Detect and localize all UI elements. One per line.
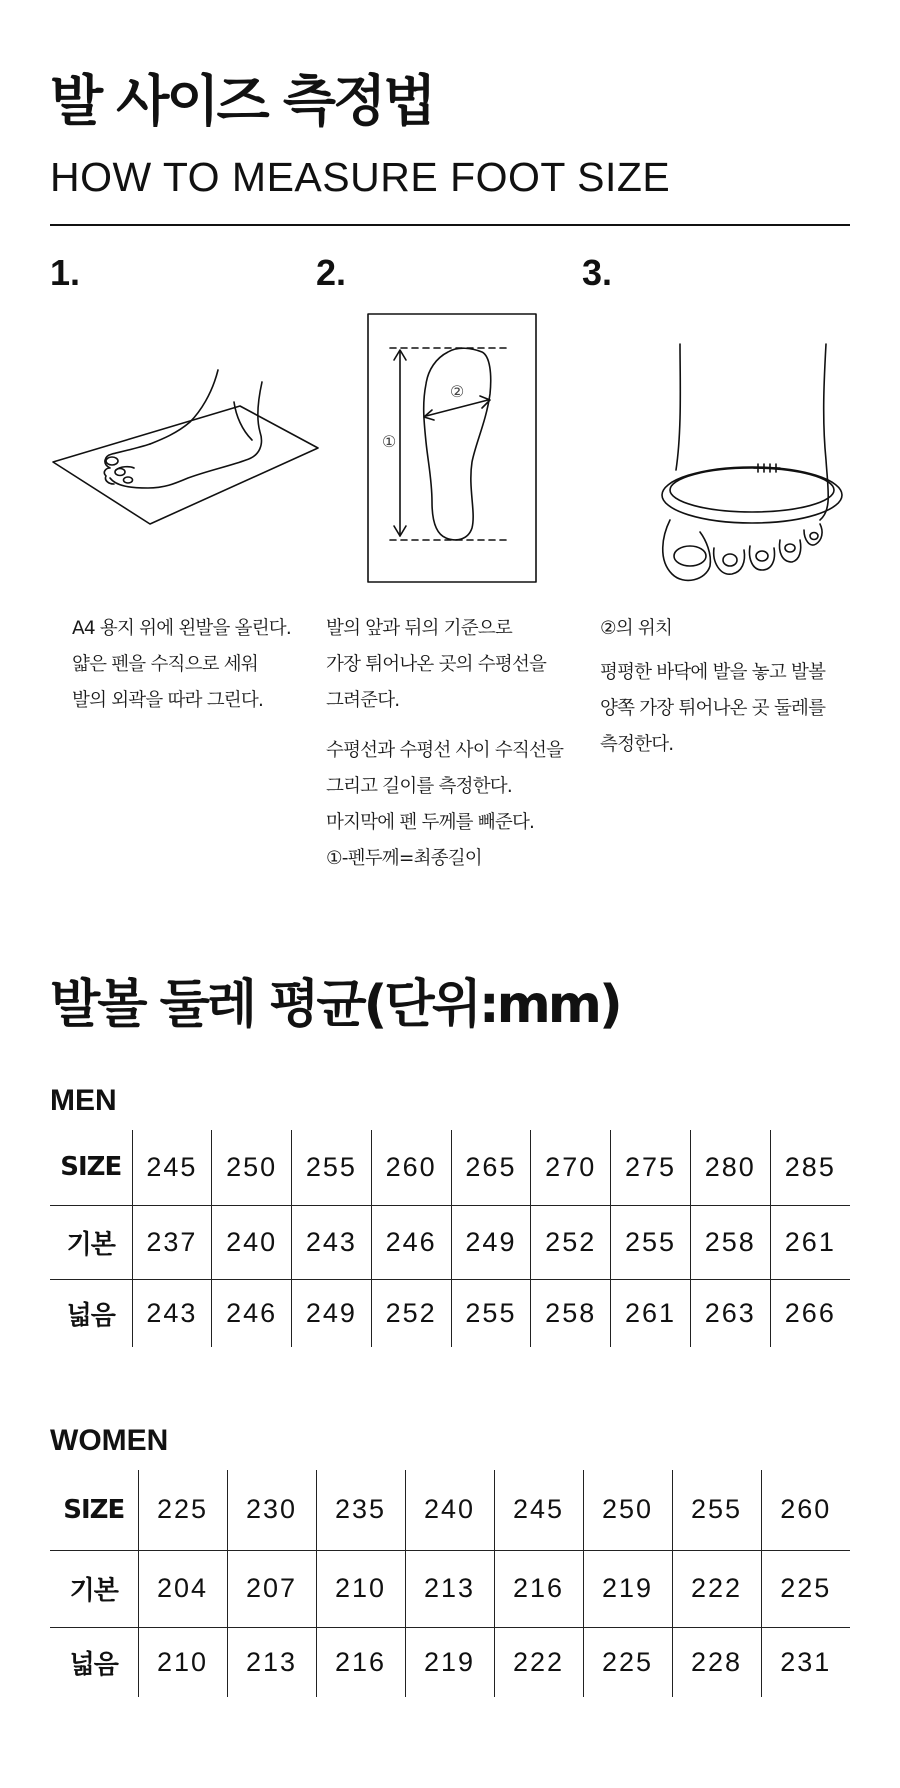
table-cell: 228 (672, 1627, 761, 1697)
step-2-line: 그리고 길이를 측정한다. (326, 776, 512, 797)
table-row (50, 1550, 850, 1627)
table-cell: 222 (494, 1627, 583, 1697)
table-cell: 260 (761, 1470, 850, 1550)
header-divider (50, 224, 850, 226)
average-section-title: 발볼 둘레 평균(단위:mm) (50, 975, 620, 1035)
step-1-line: A4 용지 위에 왼발을 올린다. (72, 618, 291, 639)
table-cell: 240 (212, 1205, 292, 1279)
row-header-cell: 기본 (50, 1205, 132, 1279)
table-row (50, 1470, 850, 1550)
table-row (50, 1279, 850, 1347)
table-cell: 258 (531, 1279, 611, 1347)
table-cell: 255 (451, 1279, 531, 1347)
step-2-line: 마지막에 펜 두께를 빼준다. (326, 812, 535, 833)
table-cell: 213 (405, 1550, 494, 1627)
table-cell: 245 (132, 1130, 212, 1205)
table-cell: 250 (212, 1130, 292, 1205)
table-cell: 219 (405, 1627, 494, 1697)
table-cell: 275 (611, 1130, 691, 1205)
table-cell: 207 (227, 1550, 316, 1627)
table-cell: 260 (371, 1130, 451, 1205)
table-cell: 261 (611, 1279, 691, 1347)
width-marker: ② (449, 382, 465, 401)
table-cell: 231 (761, 1627, 850, 1697)
table-cell: 237 (132, 1205, 212, 1279)
table-cell: 204 (138, 1550, 227, 1627)
table-cell: 210 (316, 1550, 405, 1627)
step-3-line: 측정한다. (600, 734, 674, 755)
women-table-label: WOMEN (50, 1424, 169, 1457)
men-size-table (50, 1130, 850, 1347)
step-1-line: 발의 외곽을 따라 그린다. (72, 690, 264, 711)
women-size-table (50, 1470, 850, 1697)
table-cell: 263 (690, 1279, 770, 1347)
row-header-cell: SIZE (50, 1130, 132, 1205)
step-1-description (72, 611, 322, 719)
table-cell: 216 (494, 1550, 583, 1627)
table-cell: 280 (690, 1130, 770, 1205)
table-cell: 230 (227, 1470, 316, 1550)
table-cell: 265 (451, 1130, 531, 1205)
table-cell: 245 (494, 1470, 583, 1550)
step-1-number: 1. (50, 252, 81, 293)
table-cell: 225 (583, 1627, 672, 1697)
step-2-line: 그려준다. (326, 690, 400, 711)
table-cell: 270 (531, 1130, 611, 1205)
table-cell: 255 (292, 1130, 372, 1205)
foot-on-paper-illustration (50, 360, 320, 530)
table-cell: 249 (292, 1279, 372, 1347)
row-header-cell: 기본 (50, 1550, 138, 1627)
step-2-line: 발의 앞과 뒤의 기준으로 (326, 618, 512, 639)
table-cell: 250 (583, 1470, 672, 1550)
table-cell: 246 (212, 1279, 292, 1347)
table-cell: 261 (770, 1205, 850, 1279)
step-3-line: 평평한 바닥에 발을 놓고 발볼 (600, 662, 826, 683)
table-row (50, 1205, 850, 1279)
table-cell: 249 (451, 1205, 531, 1279)
men-table-label: MEN (50, 1084, 117, 1117)
table-cell: 213 (227, 1627, 316, 1697)
table-cell: 216 (316, 1627, 405, 1697)
table-cell: 235 (316, 1470, 405, 1550)
step-2-line: 수평선과 수평선 사이 수직선을 (326, 740, 564, 761)
step-2-line: 가장 튀어나온 곳의 수평선을 (326, 654, 547, 675)
step-3-line: 양쪽 가장 튀어나온 곳 둘레를 (600, 698, 826, 719)
table-cell: 225 (761, 1550, 850, 1627)
row-header-cell: 넓음 (69, 1649, 118, 1680)
table-cell: 258 (690, 1205, 770, 1279)
step-2-line: ①-펜두께=최종길이 (326, 848, 482, 869)
table-cell: 225 (138, 1470, 227, 1550)
step-3-line: ②의 위치 (600, 618, 673, 639)
table-cell: 219 (583, 1550, 672, 1627)
table-cell: 255 (611, 1205, 691, 1279)
table-cell: 266 (770, 1279, 850, 1347)
foot-outline-measure-illustration (366, 312, 538, 584)
table-cell: 240 (405, 1470, 494, 1550)
length-marker: ① (381, 432, 397, 451)
step-1-line: 얇은 펜을 수직으로 세워 (72, 654, 258, 675)
table-cell: 246 (371, 1205, 451, 1279)
foot-circumference-illustration (640, 340, 850, 590)
row-header-cell: SIZE (50, 1470, 138, 1550)
step-2-number: 2. (316, 252, 347, 293)
page-subtitle: HOW TO MEASURE FOOT SIZE (50, 154, 671, 200)
table-cell: 255 (672, 1470, 761, 1550)
table-cell: 252 (371, 1279, 451, 1347)
table-cell: 210 (138, 1627, 227, 1697)
table-row (50, 1130, 850, 1205)
table-cell: 243 (292, 1205, 372, 1279)
table-row (50, 1627, 850, 1697)
step-2-description (326, 611, 586, 877)
step-3-number: 3. (582, 252, 613, 293)
step-3-description (600, 611, 850, 763)
table-cell: 252 (531, 1205, 611, 1279)
row-header-cell: 넓음 (66, 1300, 115, 1331)
page-title: 발 사이즈 측정법 (50, 69, 434, 133)
table-cell: 222 (672, 1550, 761, 1627)
table-cell: 285 (770, 1130, 850, 1205)
table-cell: 243 (132, 1279, 212, 1347)
